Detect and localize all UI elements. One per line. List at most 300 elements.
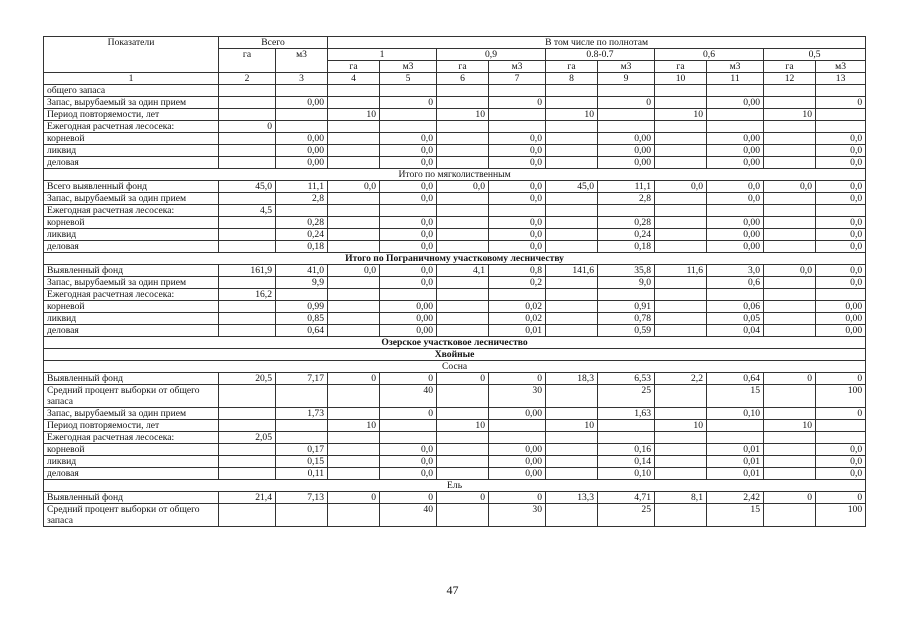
row-value: 0,0 [655, 181, 707, 193]
row-value: 0,18 [598, 241, 655, 253]
row-value: 0,10 [707, 408, 764, 420]
row-value [437, 325, 489, 337]
header-density-08-07: 0.8-0.7 [546, 49, 655, 61]
row-label: корневой [44, 444, 219, 456]
row-value [546, 432, 598, 444]
row-value: 18,3 [546, 373, 598, 385]
row-value [489, 420, 546, 432]
row-value: 0,24 [276, 229, 328, 241]
row-value [219, 229, 276, 241]
row-value: 0,0 [489, 157, 546, 169]
row-value: 0,0 [380, 181, 437, 193]
row-value [328, 456, 380, 468]
row-value [764, 217, 816, 229]
row-value: 0,0 [380, 456, 437, 468]
header-indicators: Показатели [44, 37, 219, 73]
row-value [764, 385, 816, 408]
row-value [219, 456, 276, 468]
row-value [598, 205, 655, 217]
row-value: 0,0 [816, 444, 866, 456]
row-label: Ежегодная расчетная лесосека: [44, 432, 219, 444]
row-label: ликвид [44, 229, 219, 241]
row-label: Запас, вырубаемый за один прием [44, 97, 219, 109]
row-value: 10 [764, 109, 816, 121]
row-label: Всего выявленный фонд [44, 181, 219, 193]
row-value [546, 289, 598, 301]
row-value: 161,9 [219, 265, 276, 277]
row-value [437, 385, 489, 408]
table-row [44, 217, 866, 229]
row-value [489, 205, 546, 217]
row-value: 0 [816, 373, 866, 385]
row-value [437, 229, 489, 241]
row-value [764, 229, 816, 241]
row-value [598, 109, 655, 121]
row-value: 0 [219, 121, 276, 133]
row-value: 16,2 [219, 289, 276, 301]
row-value [764, 432, 816, 444]
row-value [707, 289, 764, 301]
row-label: Средний процент выборки от общего запаса [44, 504, 219, 527]
row-value: 10 [328, 420, 380, 432]
table-row [44, 241, 866, 253]
row-value [598, 289, 655, 301]
row-value: 0,00 [707, 241, 764, 253]
row-value: 6,53 [598, 373, 655, 385]
row-value: 21,4 [219, 492, 276, 504]
row-value [380, 289, 437, 301]
row-value [328, 157, 380, 169]
row-value [437, 313, 489, 325]
table-row [44, 492, 866, 504]
row-value: 0,8 [489, 265, 546, 277]
row-value [546, 133, 598, 145]
header-unit: м3 [707, 61, 764, 73]
row-value: 10 [655, 109, 707, 121]
row-value: 0,0 [380, 468, 437, 480]
row-value [546, 193, 598, 205]
header-unit: м3 [489, 61, 546, 73]
row-value: 0,06 [707, 301, 764, 313]
row-value: 0,0 [764, 181, 816, 193]
row-value: 0,01 [707, 456, 764, 468]
column-number: 10 [655, 73, 707, 85]
row-label: Выявленный фонд [44, 265, 219, 277]
section-title: Ель [44, 480, 866, 492]
row-value [707, 85, 764, 97]
forest-fund-table [43, 36, 866, 527]
header-unit: га [764, 61, 816, 73]
row-value: 0,11 [276, 468, 328, 480]
row-value [655, 313, 707, 325]
header-unit: га [546, 61, 598, 73]
row-value: 2,05 [219, 432, 276, 444]
row-value: 0 [380, 373, 437, 385]
table-row [44, 205, 866, 217]
row-label: Период повторяемости, лет [44, 420, 219, 432]
row-value: 0,00 [489, 468, 546, 480]
header-by-density: В том числе по полнотам [328, 37, 866, 49]
column-number: 8 [546, 73, 598, 85]
row-value: 10 [437, 420, 489, 432]
row-label: деловая [44, 157, 219, 169]
row-value: 0,0 [380, 265, 437, 277]
row-value: 0,00 [816, 325, 866, 337]
row-value: 0,00 [707, 217, 764, 229]
row-value: 10 [546, 109, 598, 121]
row-value: 10 [328, 109, 380, 121]
header-density-1: 1 [328, 49, 437, 61]
row-value: 0,0 [707, 181, 764, 193]
row-value [437, 301, 489, 313]
row-value [655, 193, 707, 205]
row-value [328, 241, 380, 253]
row-value [546, 241, 598, 253]
row-value: 0,64 [276, 325, 328, 337]
row-value [655, 385, 707, 408]
row-value: 0,28 [598, 217, 655, 229]
row-value: 0,00 [707, 229, 764, 241]
row-value [546, 301, 598, 313]
row-value [328, 468, 380, 480]
row-value: 0,0 [489, 229, 546, 241]
header-density-05: 0,5 [764, 49, 866, 61]
row-value [437, 456, 489, 468]
row-value [764, 85, 816, 97]
row-label: Ежегодная расчетная лесосека: [44, 121, 219, 133]
row-label: Запас, вырубаемый за один прием [44, 193, 219, 205]
row-value: 0,0 [437, 181, 489, 193]
row-value [328, 85, 380, 97]
row-value: 41,0 [276, 265, 328, 277]
row-value [546, 313, 598, 325]
row-value [546, 468, 598, 480]
row-value [219, 277, 276, 289]
row-value [655, 145, 707, 157]
row-value: 0,04 [707, 325, 764, 337]
row-value [546, 157, 598, 169]
row-value: 0,00 [707, 133, 764, 145]
row-value: 2,2 [655, 373, 707, 385]
row-value [764, 121, 816, 133]
row-value: 25 [598, 385, 655, 408]
row-value: 0,0 [816, 241, 866, 253]
row-value [816, 289, 866, 301]
table-row [44, 121, 866, 133]
row-value: 4,71 [598, 492, 655, 504]
row-value [764, 193, 816, 205]
row-value [764, 456, 816, 468]
column-number: 5 [380, 73, 437, 85]
row-value [764, 277, 816, 289]
table-row [44, 133, 866, 145]
column-number: 1 [44, 73, 219, 85]
row-value [655, 444, 707, 456]
row-value: 0 [380, 408, 437, 420]
row-value: 0,2 [489, 277, 546, 289]
row-label: корневой [44, 301, 219, 313]
column-number: 7 [489, 73, 546, 85]
row-value: 0,0 [380, 229, 437, 241]
row-value: 10 [546, 420, 598, 432]
row-value: 0,18 [276, 241, 328, 253]
row-value [328, 289, 380, 301]
row-value: 0,0 [764, 265, 816, 277]
row-value [546, 277, 598, 289]
row-value [655, 468, 707, 480]
page-number: 47 [446, 583, 459, 597]
header-total-m3: м3 [276, 49, 328, 73]
row-value [328, 145, 380, 157]
row-value: 0,00 [380, 313, 437, 325]
table-row [44, 109, 866, 121]
header-density-09: 0,9 [437, 49, 546, 61]
table-row [44, 313, 866, 325]
row-label: Период повторяемости, лет [44, 109, 219, 121]
row-value: 7,13 [276, 492, 328, 504]
row-value [764, 444, 816, 456]
row-value: 0,99 [276, 301, 328, 313]
row-value: 0,0 [380, 241, 437, 253]
header-unit: м3 [598, 61, 655, 73]
row-value [707, 109, 764, 121]
row-value [546, 504, 598, 527]
table-row [44, 85, 866, 97]
row-value [219, 504, 276, 527]
section-title: Озерское участковое лесничество [44, 337, 866, 349]
row-value [380, 121, 437, 133]
header-unit: га [437, 61, 489, 73]
table-row [44, 277, 866, 289]
row-value: 30 [489, 504, 546, 527]
row-value [707, 205, 764, 217]
row-value: 0 [489, 97, 546, 109]
row-value [655, 157, 707, 169]
row-value: 10 [437, 109, 489, 121]
row-value: 0 [437, 492, 489, 504]
row-value: 10 [764, 420, 816, 432]
row-value [816, 420, 866, 432]
row-value: 11,6 [655, 265, 707, 277]
row-value [655, 241, 707, 253]
row-value [437, 133, 489, 145]
row-value: 0,0 [816, 265, 866, 277]
row-value [437, 504, 489, 527]
row-value: 0,59 [598, 325, 655, 337]
row-value [655, 85, 707, 97]
row-value: 3,0 [707, 265, 764, 277]
row-value: 0,01 [707, 444, 764, 456]
row-value [655, 408, 707, 420]
row-value [437, 277, 489, 289]
row-value: 0,0 [328, 181, 380, 193]
row-value: 0,0 [489, 145, 546, 157]
row-value [219, 408, 276, 420]
row-value [764, 133, 816, 145]
row-value: 15 [707, 504, 764, 527]
row-value [328, 432, 380, 444]
row-value: 0,0 [380, 145, 437, 157]
row-value: 0,85 [276, 313, 328, 325]
header-total-ha: га [219, 49, 276, 73]
column-number: 9 [598, 73, 655, 85]
row-value: 0,0 [816, 229, 866, 241]
row-value: 0,0 [816, 145, 866, 157]
row-value: 0,02 [489, 313, 546, 325]
row-value: 0,00 [489, 408, 546, 420]
row-value: 0 [816, 408, 866, 420]
row-value: 0,00 [276, 157, 328, 169]
row-value [546, 145, 598, 157]
row-value [328, 277, 380, 289]
table-row [44, 504, 866, 527]
header-row-1 [44, 37, 866, 49]
table-row [44, 301, 866, 313]
row-value [764, 504, 816, 527]
row-value: 0,0 [816, 217, 866, 229]
row-value [437, 432, 489, 444]
row-value [328, 133, 380, 145]
row-value: 0 [380, 492, 437, 504]
row-value: 1,73 [276, 408, 328, 420]
row-value: 30 [489, 385, 546, 408]
row-value: 2,8 [598, 193, 655, 205]
row-label: Ежегодная расчетная лесосека: [44, 289, 219, 301]
row-value: 20,5 [219, 373, 276, 385]
row-value [816, 121, 866, 133]
row-value: 0,00 [816, 313, 866, 325]
row-value: 25 [598, 504, 655, 527]
row-value [598, 420, 655, 432]
row-value [764, 289, 816, 301]
row-value: 0,78 [598, 313, 655, 325]
section-title: Хвойные [44, 349, 866, 361]
table-row [44, 456, 866, 468]
row-value [489, 432, 546, 444]
row-value [328, 205, 380, 217]
row-value [655, 121, 707, 133]
row-value: 0 [816, 97, 866, 109]
table-row [44, 229, 866, 241]
row-value: 0,0 [816, 468, 866, 480]
row-value: 0,0 [489, 241, 546, 253]
row-value: 0 [328, 373, 380, 385]
section-row [44, 169, 866, 181]
row-value [655, 97, 707, 109]
row-value: 0,16 [598, 444, 655, 456]
section-title: Итого по Пограничному участковому лесничеству [44, 253, 866, 265]
row-value [328, 301, 380, 313]
row-value: 0,15 [276, 456, 328, 468]
column-number: 6 [437, 73, 489, 85]
row-value: 141,6 [546, 265, 598, 277]
row-value [655, 432, 707, 444]
section-title: Итого по мягколиственным [44, 169, 866, 181]
row-value [546, 385, 598, 408]
header-density-06: 0,6 [655, 49, 764, 61]
row-value [489, 289, 546, 301]
row-label: деловая [44, 241, 219, 253]
row-value: 0,0 [816, 157, 866, 169]
table-row [44, 145, 866, 157]
row-value: 0,0 [328, 265, 380, 277]
row-value [437, 85, 489, 97]
row-value [328, 121, 380, 133]
row-value [816, 109, 866, 121]
row-value: 4,1 [437, 265, 489, 277]
row-value [276, 205, 328, 217]
row-value [655, 133, 707, 145]
row-value [437, 217, 489, 229]
row-value [380, 420, 437, 432]
row-label: деловая [44, 468, 219, 480]
row-value: 0,00 [707, 145, 764, 157]
row-value [546, 217, 598, 229]
row-value [276, 121, 328, 133]
header-unit: га [328, 61, 380, 73]
row-value [764, 241, 816, 253]
row-value: 0,02 [489, 301, 546, 313]
row-value [764, 205, 816, 217]
row-value: 0,64 [707, 373, 764, 385]
row-value [219, 385, 276, 408]
row-value [707, 432, 764, 444]
row-value: 0,0 [816, 181, 866, 193]
row-value: 9,9 [276, 277, 328, 289]
table-row [44, 468, 866, 480]
table-row [44, 385, 866, 408]
column-number: 2 [219, 73, 276, 85]
row-value [764, 468, 816, 480]
row-value [598, 85, 655, 97]
column-number: 12 [764, 73, 816, 85]
row-value: 0,0 [816, 133, 866, 145]
row-value [380, 205, 437, 217]
row-value [219, 301, 276, 313]
row-value [219, 157, 276, 169]
row-value: 0 [328, 492, 380, 504]
column-number: 11 [707, 73, 764, 85]
row-value [546, 121, 598, 133]
row-label: ликвид [44, 456, 219, 468]
row-value: 40 [380, 385, 437, 408]
section-row [44, 361, 866, 373]
row-label: деловая [44, 325, 219, 337]
row-value [380, 85, 437, 97]
row-value [328, 229, 380, 241]
column-number: 3 [276, 73, 328, 85]
table-row [44, 181, 866, 193]
header-column-numbers [44, 73, 866, 85]
table-row [44, 289, 866, 301]
row-value: 0,00 [707, 97, 764, 109]
row-label: ликвид [44, 145, 219, 157]
row-value [598, 432, 655, 444]
row-label: ликвид [44, 313, 219, 325]
table-row [44, 325, 866, 337]
row-value [816, 205, 866, 217]
row-value [707, 420, 764, 432]
row-value: 0,00 [276, 133, 328, 145]
row-value: 40 [380, 504, 437, 527]
row-value: 0 [489, 492, 546, 504]
row-value: 15 [707, 385, 764, 408]
table-row [44, 97, 866, 109]
row-value: 0,0 [380, 444, 437, 456]
section-row [44, 480, 866, 492]
row-value [328, 97, 380, 109]
row-value [276, 432, 328, 444]
